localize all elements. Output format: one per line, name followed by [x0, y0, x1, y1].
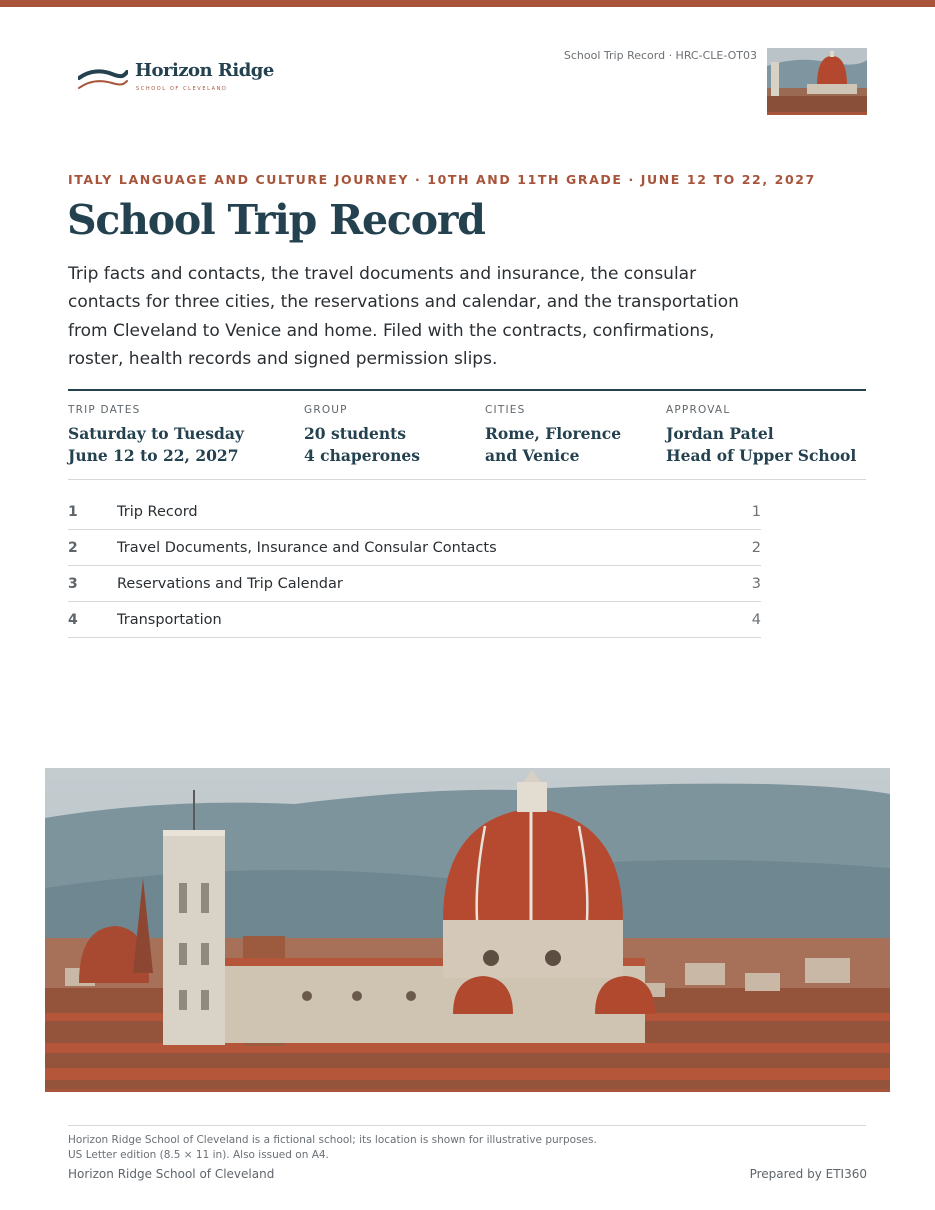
hero-bottom-line [45, 1089, 890, 1092]
footer-prepared-by: Prepared by ETI360 [749, 1167, 867, 1181]
toc-number: 4 [68, 612, 78, 628]
fact-trip-dates [68, 404, 244, 467]
fact-approval [666, 404, 856, 467]
top-accent-bar [0, 0, 935, 7]
toc-row[interactable] [68, 566, 761, 602]
fact-cities [485, 404, 621, 467]
fact-label: CITIES [485, 404, 526, 416]
toc-label[interactable]: Reservations and Trip Calendar [117, 576, 343, 592]
intro-paragraph: Trip facts and contacts, the travel documents and insurance, the consular contacts for three cities, the reservations and calendar, and the transportation from Cleveland to Venice and home. Filed with the contracts, confirmations, roster, health records and signed permission slips. [68, 264, 739, 369]
fact-value [485, 423, 621, 467]
fact-group [304, 404, 420, 467]
toc-page: 2 [751, 540, 761, 556]
document-reference: School Trip Record · HRC-CLE-OT03 [563, 49, 757, 62]
divider-light [68, 479, 866, 480]
toc-number: 2 [68, 540, 78, 556]
logo-name: Horizon Ridge [135, 60, 274, 81]
toc-number: 3 [68, 576, 78, 592]
fact-value [304, 423, 420, 467]
toc-page: 1 [751, 504, 761, 520]
fact-label: GROUP [304, 404, 348, 416]
logo-subtitle: SCHOOL OF CLEVELAND [136, 86, 228, 92]
logo-wave-icon [78, 68, 128, 92]
page-title: School Trip Record [67, 196, 485, 244]
fact-label: APPROVAL [666, 404, 731, 416]
divider-dark [68, 389, 866, 391]
footer-disclaimer: Horizon Ridge School of Cleveland is a fictional school; its location is shown for illustrative purposes. [68, 1134, 597, 1146]
fact-label: TRIP DATES [68, 404, 141, 416]
fact-value [68, 423, 244, 467]
toc-row[interactable] [68, 602, 761, 638]
footer-divider [68, 1125, 866, 1126]
table-of-contents [68, 494, 761, 638]
footer-school-name: Horizon Ridge School of Cleveland [68, 1167, 275, 1181]
footer-edition-note: US Letter edition (8.5 × 11 in). Also issued on A4. [68, 1149, 329, 1161]
fact-value [666, 423, 856, 467]
toc-row[interactable] [68, 494, 761, 530]
fact-value-line: June 12 to 22, 2027 [68, 446, 239, 465]
hero-image-florence [45, 768, 890, 1092]
fact-value-line: and Venice [485, 446, 580, 465]
toc-label[interactable]: Trip Record [117, 504, 198, 520]
fact-value-line: Head of Upper School [666, 446, 857, 465]
toc-number: 1 [68, 504, 78, 520]
fact-value-line: Jordan Patel [666, 424, 774, 443]
toc-row[interactable] [68, 530, 761, 566]
fact-value-line: Saturday to Tuesday [68, 424, 244, 443]
thumbnail-image [767, 48, 867, 115]
trip-kicker: ITALY LANGUAGE AND CULTURE JOURNEY · 10TH AND 11TH GRADE · JUNE 12 TO 22, 2027 [68, 172, 816, 187]
toc-label[interactable]: Travel Documents, Insurance and Consular Contacts [117, 540, 497, 556]
fact-value-line: 20 students [304, 424, 406, 443]
toc-page: 4 [751, 612, 761, 628]
toc-label[interactable]: Transportation [117, 612, 222, 628]
school-logo [78, 60, 278, 100]
toc-page: 3 [751, 576, 761, 592]
fact-value-line: 4 chaperones [304, 446, 420, 465]
fact-value-line: Rome, Florence [485, 424, 622, 443]
